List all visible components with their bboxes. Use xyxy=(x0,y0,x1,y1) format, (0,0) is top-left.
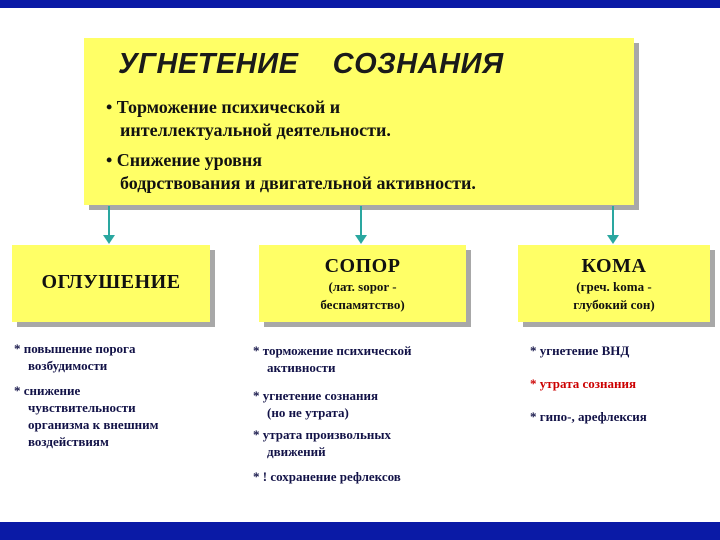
list-item xyxy=(530,408,647,425)
list-item-highlight xyxy=(530,375,647,392)
item-line: * ! сохранение рефлексов xyxy=(253,469,401,484)
top-bar xyxy=(0,0,720,8)
item-line: воздействиям xyxy=(28,434,109,449)
item-line: * угнетение сознания xyxy=(253,388,379,403)
item-line: чувствительности xyxy=(28,400,136,415)
kom-feature-list xyxy=(530,342,647,425)
item-line: * утрата сознания xyxy=(530,376,636,391)
list-item xyxy=(253,342,411,376)
arrow-down-icon xyxy=(355,235,367,244)
bullet-inhibition xyxy=(106,96,391,142)
state-note: (лат. sopor - xyxy=(328,279,397,294)
list-item xyxy=(14,340,159,374)
item-line: активности xyxy=(267,360,336,375)
sop-feature-list xyxy=(253,342,411,485)
bullet-line: • Торможение психической и xyxy=(106,97,341,117)
main-title: УГНЕТЕНИЕ СОЗНАНИЯ xyxy=(118,48,504,80)
bullet-line: • Снижение уровня xyxy=(106,150,262,170)
connector-line-kom xyxy=(612,206,614,236)
list-item xyxy=(253,387,411,421)
list-item xyxy=(14,382,159,450)
main-concept-box xyxy=(84,38,634,205)
state-note: глубокий сон) xyxy=(573,297,655,312)
state-box-kom xyxy=(518,245,710,322)
item-line: возбудимости xyxy=(28,358,108,373)
bullet-line: интеллектуальной деятельности. xyxy=(120,120,391,140)
bullet-reduction xyxy=(106,149,476,195)
state-title-kom: КОМА xyxy=(581,255,647,277)
state-box-ogl xyxy=(12,245,210,322)
item-line: * угнетение ВНД xyxy=(530,343,630,358)
arrow-down-icon xyxy=(607,235,619,244)
state-note: (греч. koma - xyxy=(576,279,652,294)
item-line: * повышение порога xyxy=(14,341,136,356)
list-item xyxy=(530,342,647,359)
arrow-down-icon xyxy=(103,235,115,244)
state-note: беспамятство) xyxy=(320,297,405,312)
list-item xyxy=(253,426,411,460)
bottom-bar xyxy=(0,522,720,540)
item-line: организма к внешним xyxy=(28,417,159,432)
ogl-feature-list xyxy=(14,340,159,450)
item-line: движений xyxy=(267,444,326,459)
item-line: * гипо-, арефлексия xyxy=(530,409,647,424)
state-title-sop: СОПОР xyxy=(324,255,401,277)
bullet-line: бодрствования и двигательной активности. xyxy=(120,173,476,193)
connector-line-ogl xyxy=(108,206,110,236)
item-line: * торможение психической xyxy=(253,343,412,358)
list-item xyxy=(253,468,411,485)
item-line: * снижение xyxy=(14,383,81,398)
state-title-ogl: ОГЛУШЕНИЕ xyxy=(41,271,181,293)
item-line: (но не утрата) xyxy=(267,405,349,420)
item-line: * утрата произвольных xyxy=(253,427,391,442)
connector-line-sop xyxy=(360,206,362,236)
state-box-sop xyxy=(259,245,466,322)
